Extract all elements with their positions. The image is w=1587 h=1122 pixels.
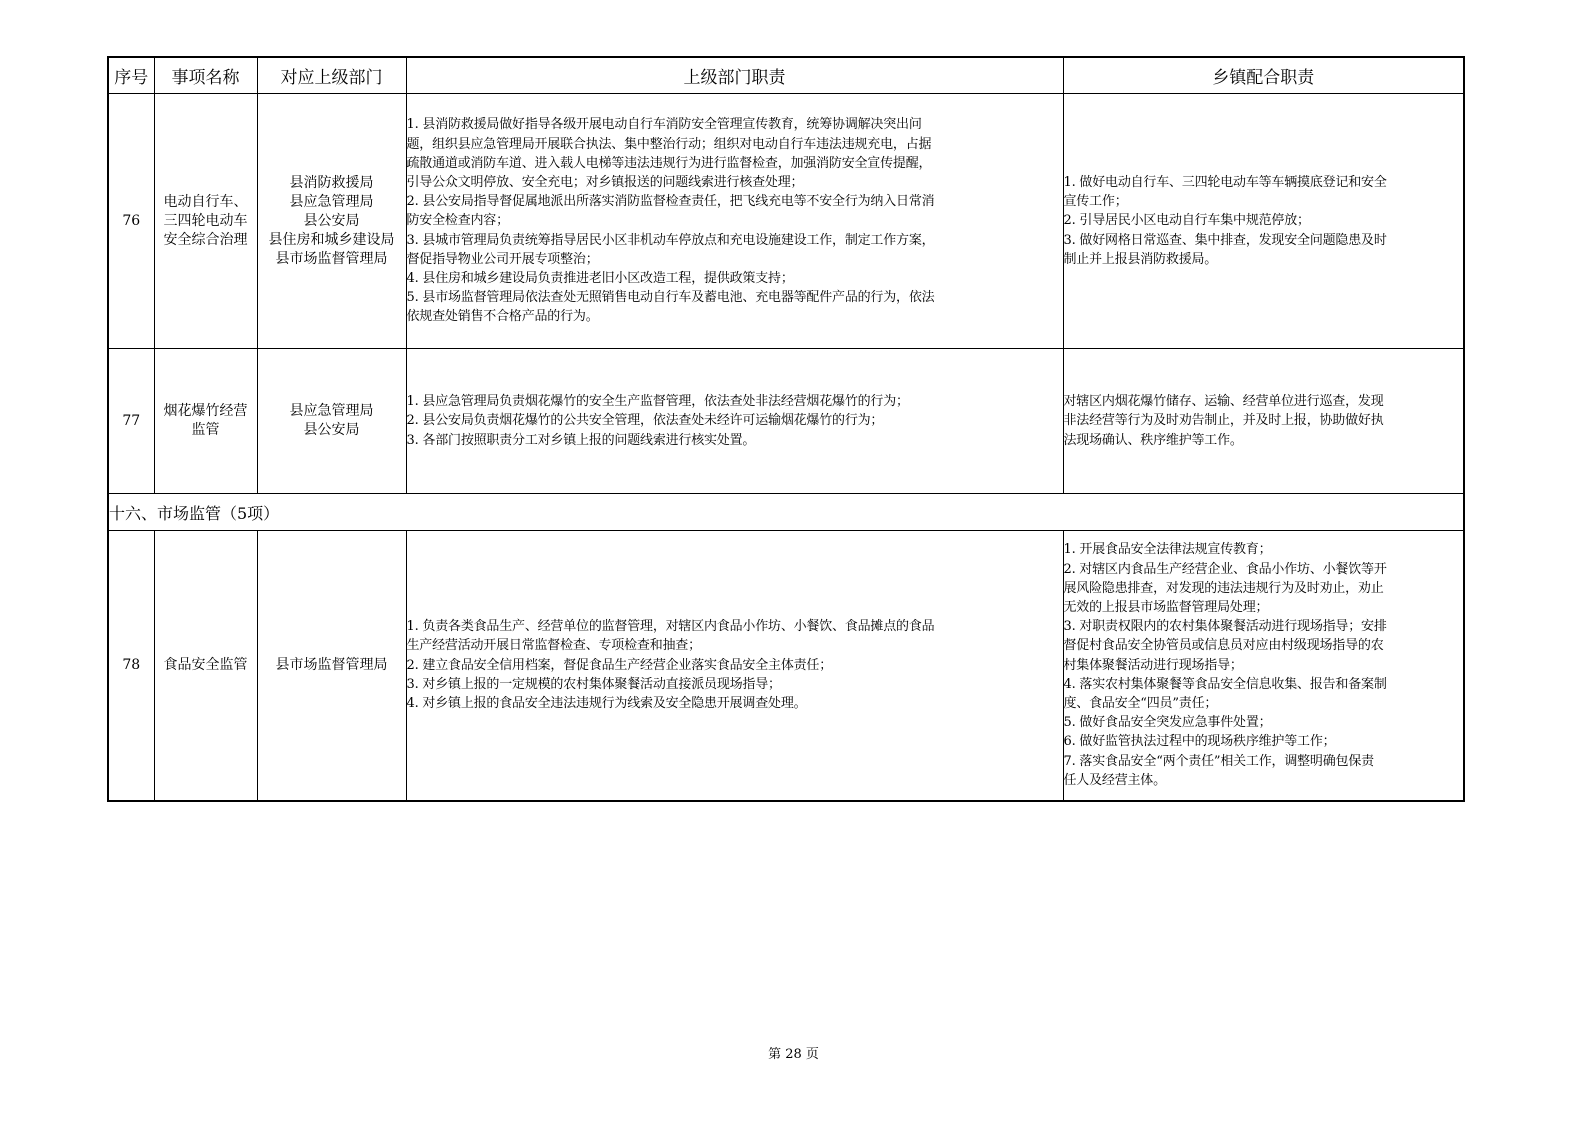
text-line: 3. 各部门按照职责分工对乡镇上报的问题线索进行核实处置。 (406, 432, 756, 448)
row-item-name (154, 94, 257, 349)
row-seq: 76 (108, 94, 154, 349)
row-dept (257, 94, 406, 349)
text-line: 县市场监督管理局 (275, 250, 388, 267)
text-line: 任人及经营主体。 (1063, 772, 1166, 788)
text-line: 依规查处销售不合格产品的行为。 (406, 309, 599, 325)
text-line: 3. 对职责权限内的农村集体聚餐活动进行现场指导；安排 (1063, 619, 1387, 635)
text-line: 6. 做好监管执法过程中的现场秩序维护等工作； (1063, 734, 1336, 750)
section-title: 十六、市场监管（5项） (108, 494, 1464, 531)
text-line: 电动自行车、 (163, 193, 248, 210)
responsibility-table (107, 56, 1465, 802)
text-line: 2. 引导居民小区电动自行车集中规范停放； (1063, 213, 1310, 229)
text-line: 对辖区内烟花爆竹储存、运输、经营单位进行巡查，发现 (1063, 394, 1384, 410)
text-line: 4. 县住房和城乡建设局负责推进老旧小区改造工程，提供政策支持； (406, 271, 794, 286)
text-line: 5. 县市场监督管理局依法查处无照销售电动自行车及蓄电池、充电器等配件产品的行为，依法 (406, 290, 935, 306)
text-line: 宣传工作； (1063, 194, 1128, 210)
text-line: 村集体聚餐活动进行现场指导； (1063, 657, 1243, 673)
text-line: 县应急管理局 (289, 403, 374, 419)
text-line: 县公安局 (303, 212, 360, 229)
text-line: 引导公众文明停放、安全充电；对乡镇报送的问题线索进行核查处理； (406, 174, 804, 190)
header-upper-dept: 对应上级部门 (257, 57, 406, 94)
text-line: 疏散通道或消防车道、进入载人电梯等违法违规行为进行监督检查，加强消防安全宣传提醒， (406, 155, 932, 171)
text-line: 3. 县城市管理局负责统筹指导居民小区非机动车停放点和充电设施建设工作，制定工作方案， (406, 232, 935, 248)
text-line: 非法经营等行为及时劝告制止，并及时上报，协助做好执 (1063, 413, 1384, 429)
page-number: 第 28 页 (768, 1047, 819, 1062)
text-line: 题，组织县应急管理局开展联合执法、集中整治行动；组织对电动自行车违法违规充电，占据 (406, 136, 932, 152)
text-line: 1. 县消防救援局做好指导各级开展电动自行车消防安全管理宣传教育，统筹协调解决突出问 (406, 117, 922, 133)
text-line: 防安全检查内容； (406, 213, 509, 229)
text-line: 2. 建立食品安全信用档案，督促食品生产经营企业落实食品安全主体责任； (406, 657, 833, 673)
text-line: 5. 做好食品安全突发应急事件处置； (1063, 715, 1272, 731)
text-line: 督促指导物业公司开展专项整治； (406, 251, 599, 267)
row-seq: 78 (108, 531, 154, 801)
row-item-name (154, 531, 257, 801)
text-line: 2. 对辖区内食品生产经营企业、食品小作坊、小餐饮等开 (1063, 561, 1387, 577)
text-line: 展风险隐患排查，对发现的违法违规行为及时劝止，劝止 (1063, 580, 1384, 596)
text-line: 督促村食品安全协管员或信息员对应由村级现场指导的农 (1063, 638, 1384, 654)
row-upper-duties (406, 94, 1063, 349)
row-dept (257, 531, 406, 801)
text-line: 监管 (191, 422, 220, 438)
text-line: 法现场确认、秩序维护等工作。 (1063, 432, 1243, 448)
text-line: 1. 负责各类食品生产、经营单位的监督管理，对辖区内食品小作坊、小餐饮、食品摊点的食品 (406, 619, 935, 635)
row-upper-duties (406, 531, 1063, 801)
text-line: 3. 做好网格日常巡查、集中排查，发现安全问题隐患及时 (1063, 232, 1387, 248)
text-line: 4. 对乡镇上报的食品安全违法违规行为线索及安全隐患开展调查处理。 (406, 696, 807, 712)
text-line: 7. 落实食品安全“两个责任”相关工作，调整明确包保责 (1063, 753, 1374, 769)
text-line: 县住房和城乡建设局 (268, 231, 395, 248)
text-line: 制止并上报县消防救援局。 (1063, 251, 1218, 267)
text-line: 1. 做好电动自行车、三四轮电动车等车辆摸底登记和安全 (1063, 174, 1387, 190)
table-row (108, 94, 1464, 349)
text-line: 食品安全监管 (163, 656, 248, 673)
text-line: 4. 落实农村集体聚餐等食品安全信息收集、报告和备案制 (1063, 676, 1387, 692)
text-line: 三四轮电动车 (163, 212, 248, 229)
text-line: 无效的上报县市场监督管理局处理； (1063, 600, 1269, 616)
header-upper-duties: 上级部门职责 (406, 57, 1063, 94)
text-line: 2. 县公安局负责烟花爆竹的公共安全管理，依法查处未经许可运输烟花爆竹的行为； (406, 413, 884, 429)
header-town-duties: 乡镇配合职责 (1063, 57, 1464, 94)
section-row (108, 494, 1464, 531)
row-upper-duties (406, 349, 1063, 494)
row-seq: 77 (108, 349, 154, 494)
row-town-duties (1063, 349, 1464, 494)
text-line: 县应急管理局 (289, 193, 374, 210)
text-line: 1. 开展食品安全法律法规宣传教育； (1063, 542, 1272, 558)
row-dept (257, 349, 406, 494)
text-line: 生产经营活动开展日常监督检查、专项检查和抽查； (406, 638, 701, 654)
table-row (108, 349, 1464, 494)
row-item-name (154, 349, 257, 494)
header-row (108, 57, 1464, 94)
table-row (108, 531, 1464, 801)
text-line: 县市场监督管理局 (275, 656, 388, 673)
text-line: 度、食品安全“四员”责任； (1063, 696, 1218, 712)
text-line: 安全综合治理 (163, 231, 248, 248)
header-item-name: 事项名称 (154, 57, 257, 94)
text-line: 1. 县应急管理局负责烟花爆竹的安全生产监督管理，依法查处非法经营烟花爆竹的行为； (406, 394, 909, 410)
text-line: 烟花爆竹经营 (163, 403, 248, 419)
text-line: 3. 对乡镇上报的一定规模的农村集体聚餐活动直接派员现场指导； (406, 676, 781, 692)
header-seq: 序号 (108, 57, 154, 94)
row-town-duties (1063, 531, 1464, 801)
text-line: 县消防救援局 (289, 174, 374, 191)
text-line: 县公安局 (303, 422, 360, 438)
text-line: 2. 县公安局指导督促属地派出所落实消防监督检查责任，把飞线充电等不安全行为纳入日常消 (406, 194, 935, 210)
row-town-duties (1063, 94, 1464, 349)
